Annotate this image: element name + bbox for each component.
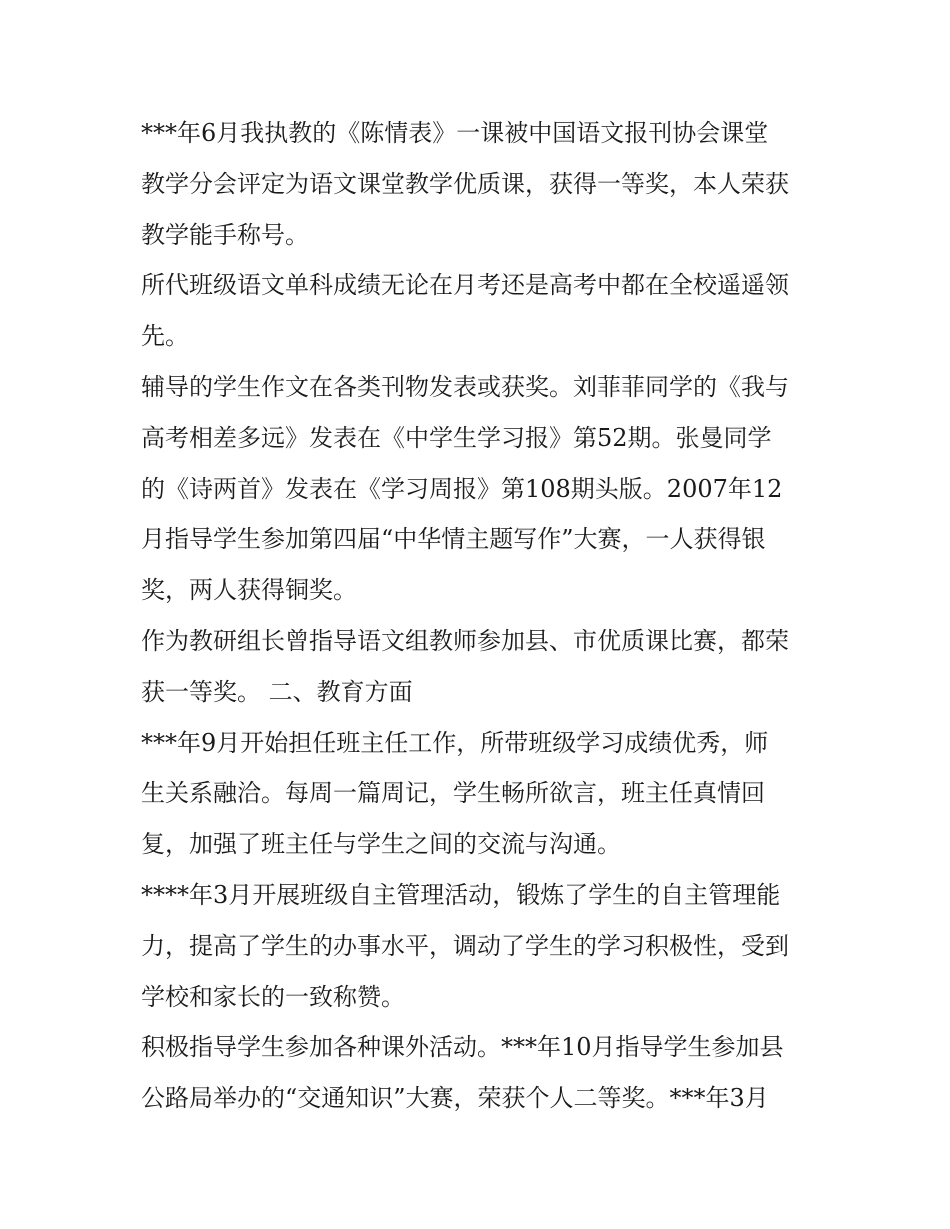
- text-line-16: ****年3月开展班级自主管理活动，锻炼了学生的自主管理能: [141, 880, 781, 909]
- text-line-5: 先。: [141, 322, 189, 351]
- text-line-8: 的《诗两首》发表在《学习周报》第108期头版。2007年12: [141, 474, 783, 503]
- text-line-2: 教学分会评定为语文课堂教学优质课，获得一等奖，本人荣获: [141, 169, 789, 198]
- text-line-12: 获一等奖。 二、教育方面: [141, 677, 413, 706]
- text-line-20: 公路局举办的“交通知识”大赛，荣获个人二等奖。***年3月: [141, 1084, 769, 1113]
- text-line-1: ***年6月我执教的《陈情表》一课被中国语文报刊协会课堂: [141, 119, 769, 147]
- text-line-18: 学校和家长的一致称赞。: [141, 982, 405, 1011]
- text-line-4: 所代班级语文单科成绩无论在月考还是高考中都在全校遥遥领: [141, 271, 789, 300]
- text-line-15: 复，加强了班主任与学生之间的交流与沟通。: [141, 830, 621, 859]
- text-line-14: 生关系融洽。每周一篇周记，学生畅所欲言，班主任真情回: [141, 779, 765, 808]
- text-line-6: 辅导的学生作文在各类刊物发表或获奖。刘菲菲同学的《我与: [141, 372, 789, 401]
- text-line-7: 高考相差多远》发表在《中学生学习报》第52期。张曼同学: [141, 423, 772, 452]
- text-line-13: ***年9月开始担任班主任工作，所带班级学习成绩优秀，师: [141, 728, 769, 757]
- document-body: [141, 108, 821, 1124]
- text-line-10: 奖，两人获得铜奖。: [141, 576, 357, 605]
- text-line-3: 教学能手称号。: [141, 220, 309, 249]
- text-line-19: 积极指导学生参加各种课外活动。***年10月指导学生参加县: [141, 1033, 784, 1062]
- text-line-17: 力，提高了学生的办事水平，调动了学生的学习积极性，受到: [141, 931, 789, 960]
- text-line-11: 作为教研组长曾指导语文组教师参加县、市优质课比赛，都荣: [141, 626, 789, 655]
- text-line-9: 月指导学生参加第四届“中华情主题写作”大赛，一人获得银: [141, 525, 766, 554]
